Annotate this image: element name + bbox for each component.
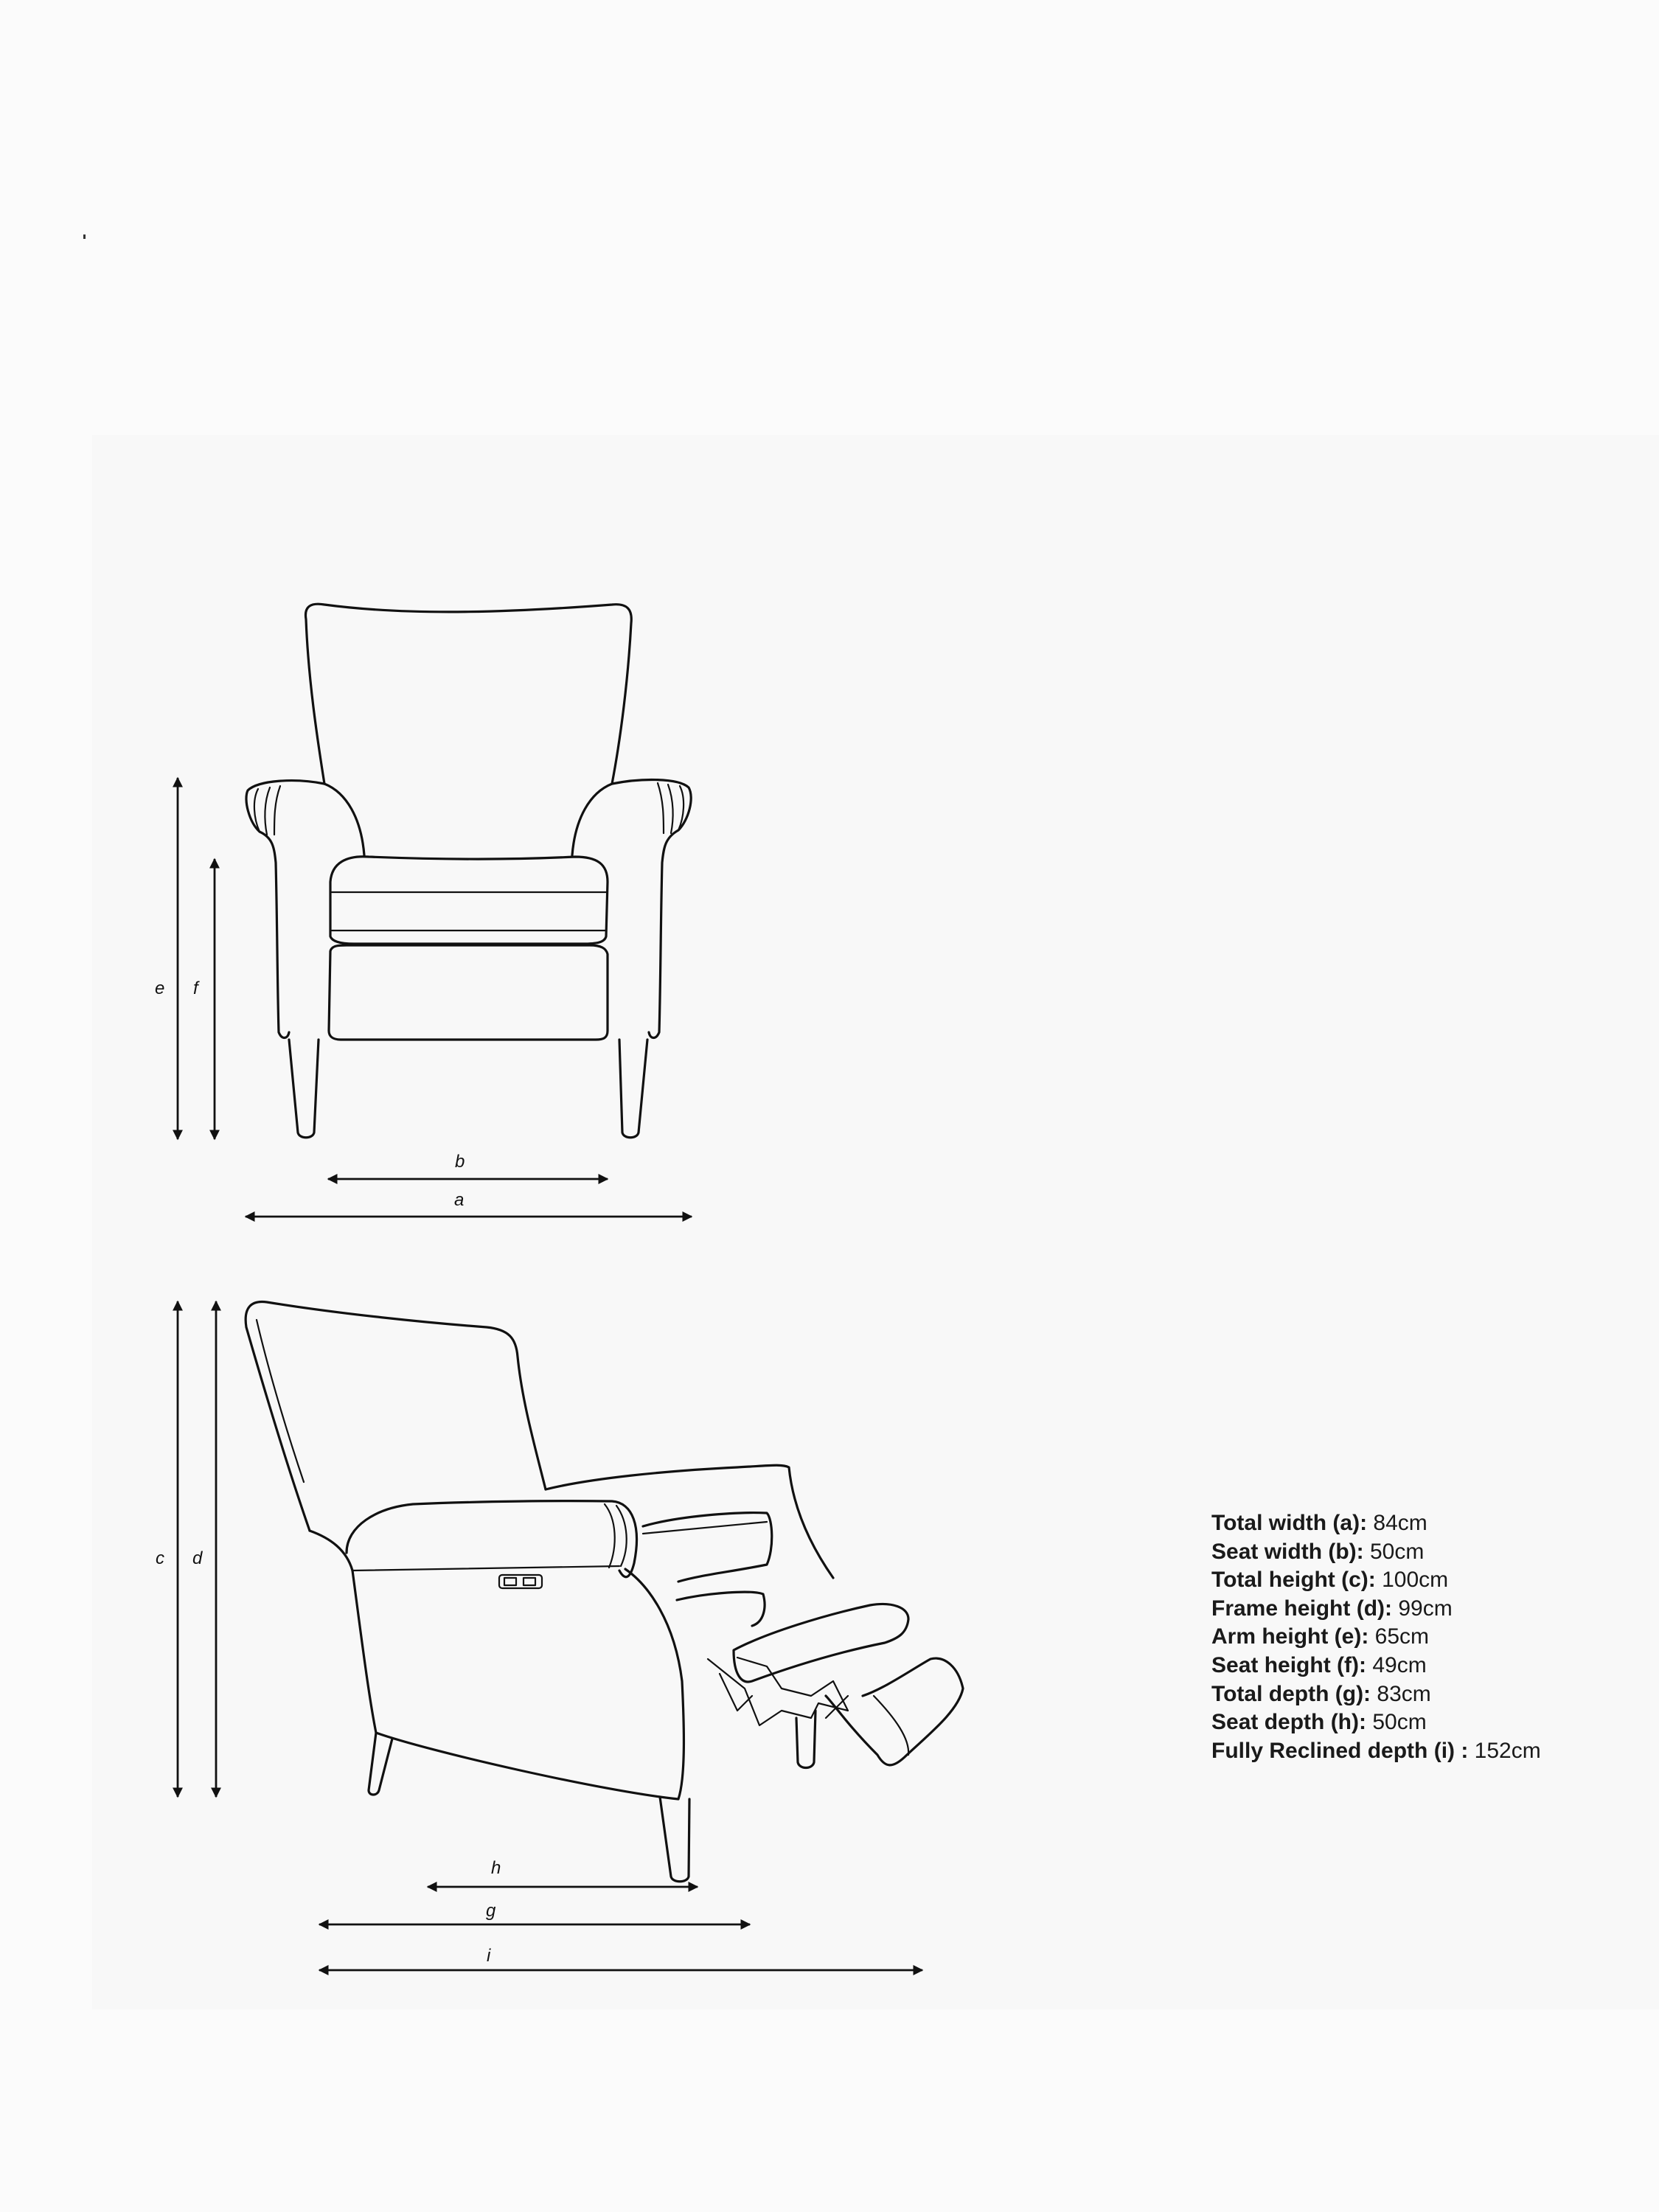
side-front-leg	[660, 1797, 689, 1882]
dim-label-i: i	[487, 1946, 491, 1966]
dimension-lines	[178, 778, 922, 1970]
spec-row-seat-height: Seat height (f): 49cm	[1211, 1652, 1427, 1677]
spec-row-total-width: Total width (a): 84cm	[1211, 1511, 1427, 1535]
front-right-arm	[612, 780, 691, 1038]
side-mechanism-leg	[796, 1711, 815, 1768]
side-arm	[347, 1501, 636, 1577]
dim-label-a: a	[454, 1190, 465, 1210]
spec-row-seat-depth: Seat depth (h): 50cm	[1211, 1710, 1427, 1735]
dim-label-d: d	[192, 1548, 203, 1568]
side-backrest	[246, 1302, 546, 1531]
spec-row-reclined-depth: Fully Reclined depth (i) : 152cm	[1211, 1738, 1541, 1763]
dimension-labels	[155, 978, 501, 1966]
front-base	[329, 945, 608, 1040]
spec-row-total-depth: Total depth (g): 83cm	[1211, 1681, 1431, 1706]
front-left-leg	[289, 1040, 319, 1138]
side-footrest	[734, 1604, 908, 1682]
front-left-arm	[246, 781, 324, 1038]
dim-label-e: e	[155, 978, 165, 998]
spec-row-arm-height: Arm height (e): 65cm	[1211, 1624, 1430, 1649]
dim-label-g: g	[486, 1901, 496, 1921]
specifications-list	[1211, 1509, 1541, 1765]
spec-row-frame-height: Frame height (d): 99cm	[1211, 1596, 1453, 1621]
dim-label-c: c	[156, 1548, 164, 1568]
spec-row-total-height: Total height (c): 100cm	[1211, 1568, 1449, 1593]
side-legrest	[826, 1658, 963, 1765]
dim-label-f: f	[193, 978, 198, 998]
spec-row-seat-width: Seat width (b): 50cm	[1211, 1539, 1425, 1564]
side-rear-leg	[369, 1733, 392, 1795]
side-seat-cushion	[546, 1465, 833, 1578]
side-body	[352, 1569, 684, 1799]
dim-label-h: h	[491, 1858, 501, 1878]
dim-label-b: b	[455, 1152, 465, 1172]
front-view-chair	[246, 604, 691, 1138]
front-right-leg	[619, 1040, 647, 1138]
front-backrest	[305, 604, 631, 784]
side-view-chair	[246, 1302, 963, 1882]
